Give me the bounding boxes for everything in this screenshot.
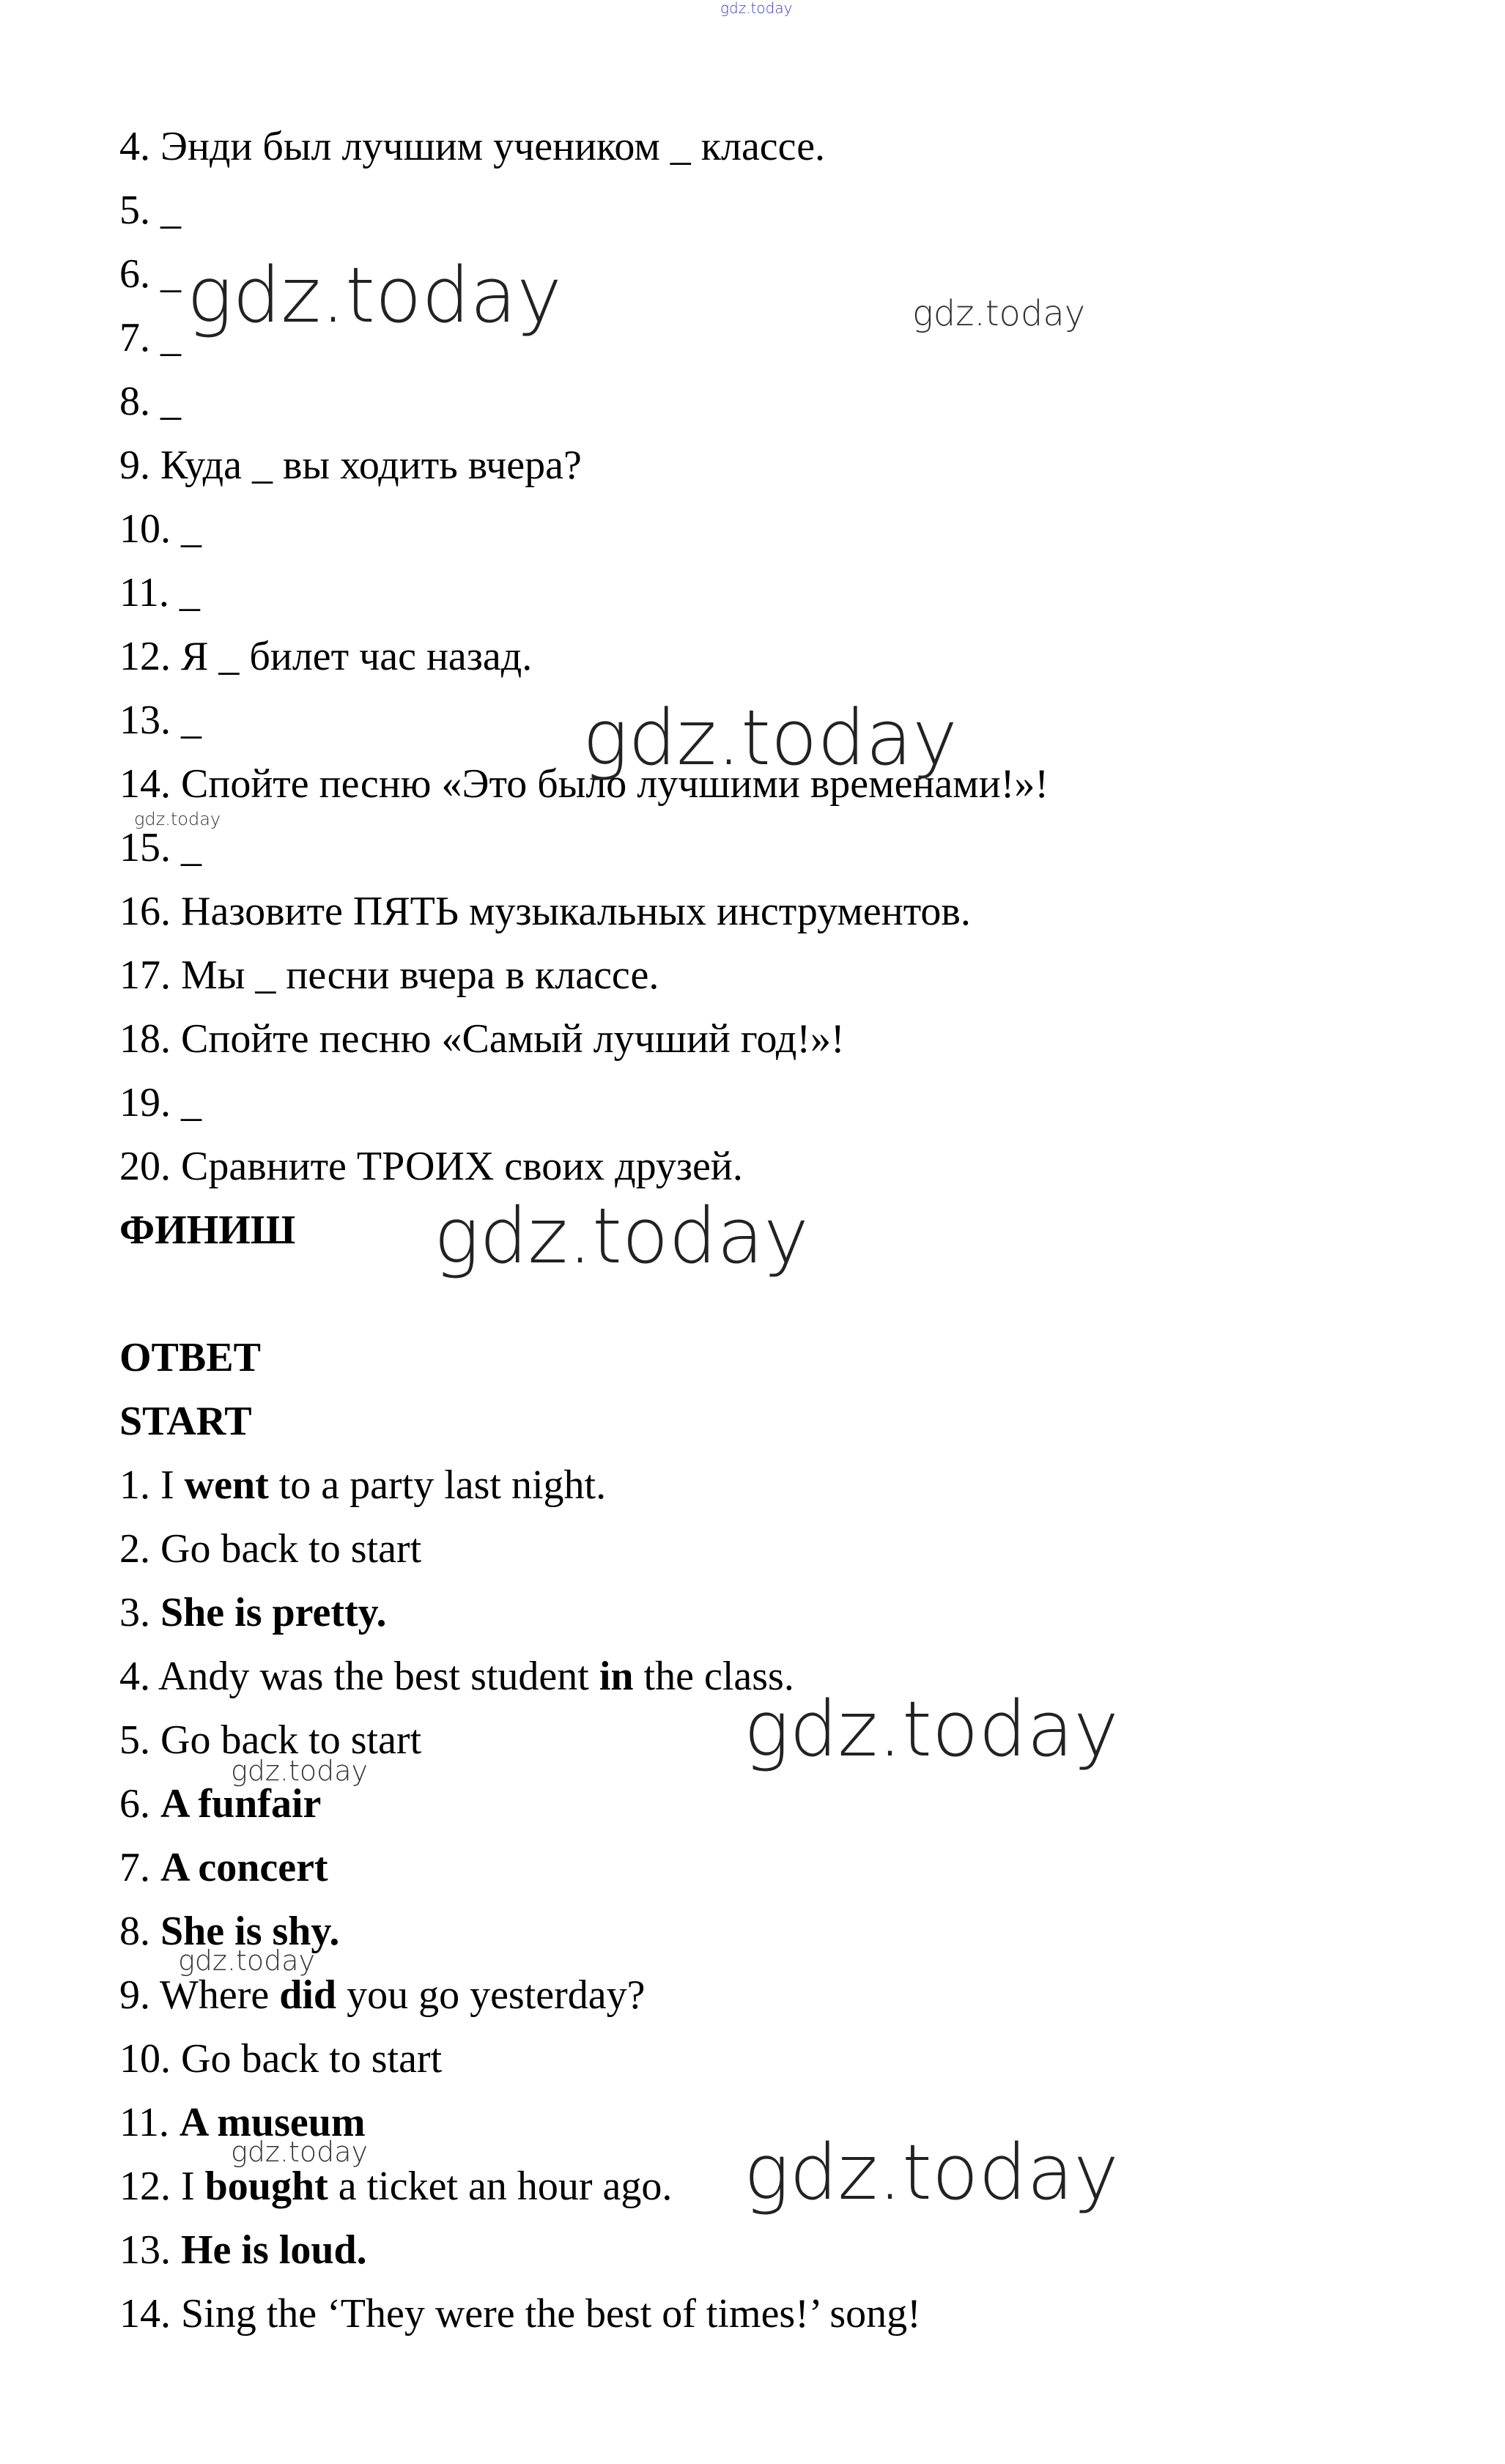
answer-13: 13. He is loud.	[119, 2227, 367, 2273]
task-line-14: 14. Спойте песню «Это было лучшими временами!»!	[119, 761, 1049, 807]
answer-6: 6. A funfair	[119, 1781, 322, 1827]
watermark-7: gdz.today	[231, 1755, 368, 1787]
answer-4: 4. Andy was the best student in the class.	[119, 1654, 794, 1699]
answer-7: 7. A concert	[119, 1845, 328, 1890]
watermark-6: gdz.today	[744, 1684, 1119, 1774]
task-line-7: 7. _	[119, 315, 181, 360]
answer-9: 9. Where did you go yesterday?	[119, 1972, 646, 2018]
watermark-4: gdz.today	[134, 809, 221, 829]
finish-label: ФИНИШ	[119, 1207, 296, 1253]
answer-8: 8. She is shy.	[119, 1909, 340, 1954]
answer-3: 3. She is pretty.	[119, 1590, 387, 1635]
task-line-17: 17. Мы _ песни вчера в классе.	[119, 952, 659, 998]
answer-5: 5. Go back to start	[119, 1717, 422, 1763]
answer-14: 14. Sing the ‘They were the best of times!’ song!	[119, 2291, 921, 2337]
watermark-3: gdz.today	[583, 693, 958, 783]
answer-11: 11. A museum	[119, 2100, 366, 2145]
task-line-5: 5. _	[119, 188, 181, 233]
start-label: START	[119, 1399, 252, 1444]
watermark-9: gdz.today	[231, 2136, 368, 2168]
task-line-4: 4. Энди был лучшим учеником _ классе.	[119, 124, 826, 169]
task-line-15: 15. _	[119, 825, 201, 870]
watermark-2: gdz.today	[912, 293, 1086, 334]
task-line-12: 12. Я _ билет час назад.	[119, 634, 533, 679]
answer-heading: ОТВЕТ	[119, 1335, 261, 1380]
task-line-20: 20. Сравните ТРОИХ своих друзей.	[119, 1144, 743, 1189]
watermark-1: gdz.today	[187, 251, 562, 340]
watermark-10: gdz.today	[744, 2128, 1119, 2217]
answer-10: 10. Go back to start	[119, 2036, 443, 2082]
answer-2: 2. Go back to start	[119, 1526, 422, 1572]
answer-1: 1. I went to a party last night.	[119, 1462, 607, 1508]
task-line-13: 13. _	[119, 698, 201, 743]
task-line-19: 19. _	[119, 1080, 201, 1125]
task-line-8: 8. _	[119, 379, 181, 424]
task-line-11: 11. _	[119, 570, 200, 615]
watermark-8: gdz.today	[178, 1945, 315, 1977]
task-line-18: 18. Спойте песню «Самый лучший год!»!	[119, 1016, 845, 1062]
task-line-10: 10. _	[119, 506, 201, 552]
watermark-top: gdz.today	[720, 0, 793, 17]
task-line-16: 16. Назовите ПЯТЬ музыкальных инструментов.	[119, 889, 971, 934]
task-line-9: 9. Куда _ вы ходить вчера?	[119, 443, 582, 488]
task-line-6: 6. _	[119, 251, 181, 297]
watermark-5: gdz.today	[434, 1191, 809, 1281]
answer-12: 12. I bought a ticket an hour ago.	[119, 2164, 673, 2209]
